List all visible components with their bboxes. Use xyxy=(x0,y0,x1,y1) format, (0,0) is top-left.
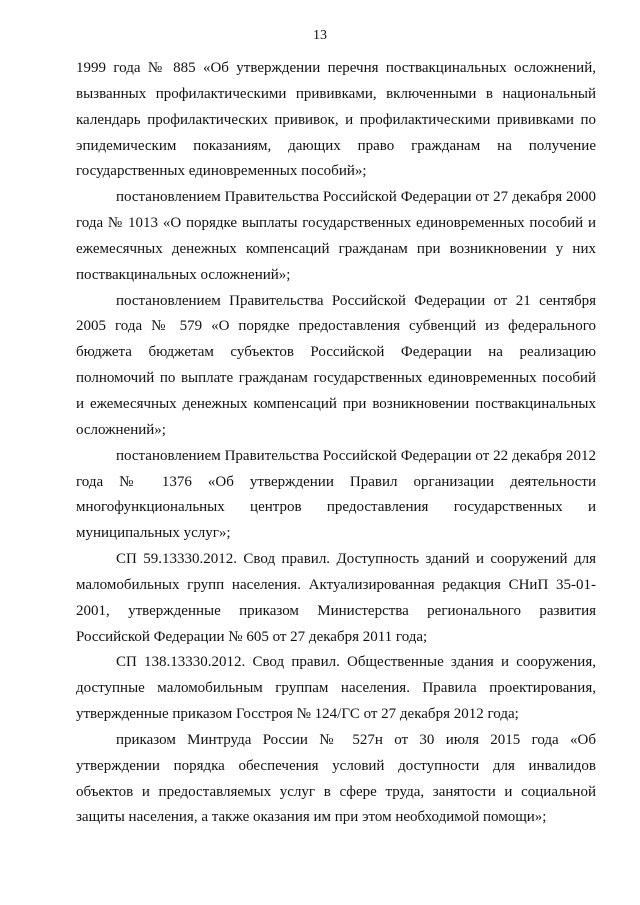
paragraph-resolution-2012-1376: постановлением Правительства Российской Федерации от 22 декабря 2012 года № 1376 «Об утверждении Правил организации деятельности многофункциональных центров предоставления государственных и муниципальных услуг»; xyxy=(76,447,596,542)
document-body xyxy=(76,56,596,831)
paragraph-sp-138-13330-2012: СП 138.13330.2012. Свод правил. Общественные здания и сооружения, доступные маломобильным группам населения. Правила проектирования, утвержденные приказом Госстроя № 124/ГС от 27 декабря 2012 года; xyxy=(76,654,596,723)
paragraph-sp-59-13330-2012: СП 59.13330.2012. Свод правил. Доступность зданий и сооружений для маломобильных групп населения. Актуализированная редакция СНиП 35-01-2001, утвержденные приказом Министерства регионального развития Российской Федерации № 605 от 27 декабря 2011 года; xyxy=(76,551,596,645)
paragraph-resolution-2005-579: постановлением Правительства Российской Федерации от 21 сентября 2005 года № 579 «О порядке предоставления субвенций из федерального бюджета бюджетам субъектов Российской Федерации на реализацию полномочий по выплате гражданам государственных единовременных пособий и ежемесячных денежных компенсаций при возникновении поствакцинальных осложнений»; xyxy=(76,292,596,438)
paragraph-order-1999-885: 1999 года № 885 «Об утверждении перечня поствакцинальных осложнений, вызванных профилактическими прививками, включенными в национальный календарь профилактических прививок, и профилактическими прививками по эпидемическим показаниям, дающих право гражданам на получение государственных единовременных пособий»; xyxy=(76,60,596,180)
paragraph-mintrud-order-527n: приказом Минтруда России № 527н от 30 июля 2015 года «Об утверждении порядка обеспечения условий доступности для инвалидов объектов и предоставляемых услуг в сфере труда, занятости и социальной защиты населения, а также оказания им при этом необходимой помощи»; xyxy=(76,731,596,826)
page-number: 13 xyxy=(313,28,327,43)
paragraph-resolution-2000-1013: постановлением Правительства Российской Федерации от 27 декабря 2000 года № 1013 «О порядке выплаты государственных единовременных пособий и ежемесячных денежных компенсаций гражданам при возникновении у них поствакцинальных осложнений»; xyxy=(76,189,596,283)
